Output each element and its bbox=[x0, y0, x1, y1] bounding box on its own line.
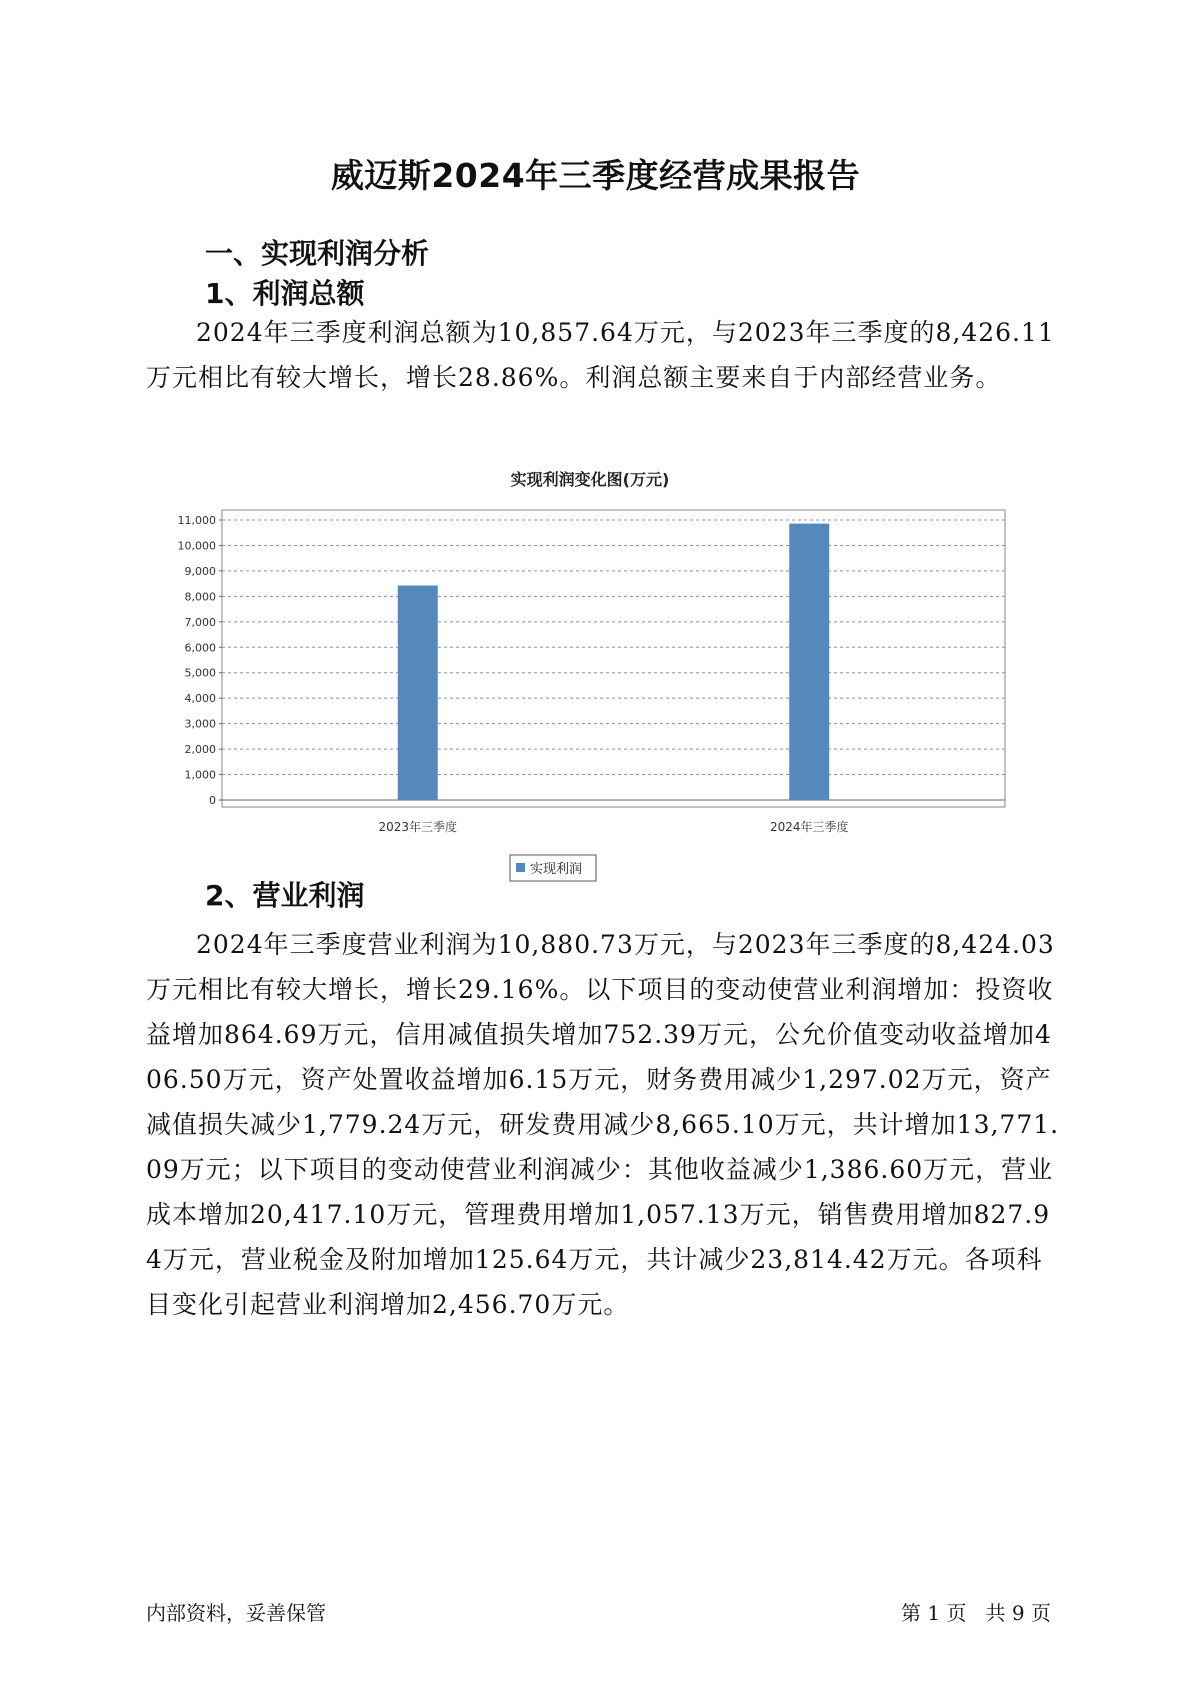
y-tick-label: 10,000 bbox=[177, 539, 216, 553]
x-tick-label: 2024年三季度 bbox=[769, 820, 849, 834]
y-tick-label: 11,000 bbox=[177, 514, 216, 527]
y-tick-label: 4,000 bbox=[184, 692, 216, 706]
y-tick-label: 5,000 bbox=[184, 666, 216, 680]
y-tick-label: 1,000 bbox=[184, 768, 216, 782]
plot-area bbox=[222, 510, 1005, 807]
y-tick-label: 8,000 bbox=[184, 590, 216, 604]
total-profit-paragraph: 2024年三季度利润总额为10,857.64万元，与2023年三季度的8,426.11万元相比有较大增长，增长28.86%。利润总额主要来自于内部经营业务。 bbox=[146, 318, 1055, 392]
x-axis-ticks bbox=[378, 819, 848, 834]
operating-profit-paragraph: 2024年三季度营业利润为10,880.73万元，与2023年三季度的8,424.03万元相比有较大增长，增长29.16%。以下项目的变动使营业利润增加：投资收益增加864.69万元，信用减值损失增加752.39万元，公允价值变动收益增加406.50万元，资产处置收益增加6.15万元，财务费用减少1,297.02万元，资产减值损失减少1,779.24万元，研发费用减少8,665.10万元，共计增加13,771.09万元；以下项目的变动使营业利润减少：其他收益减少1,386.60万元，营业成本增加20,417.10万元，管理费用增加1,057.13万元，销售费用增加827.94万元，营业税金及附加增加125.64万元，共计减少23,814.42万元。各项科目变化引起营业利润增加2,456.70万元。 bbox=[146, 930, 1060, 1319]
y-tick-label: 6,000 bbox=[184, 641, 216, 655]
y-axis-ticks bbox=[178, 514, 223, 807]
document-title: 威迈斯2024年三季度经营成果报告 bbox=[330, 156, 861, 195]
bar bbox=[789, 524, 829, 800]
y-tick-label: 7,000 bbox=[184, 615, 216, 629]
legend-label: 实现利润 bbox=[530, 862, 583, 877]
footer-page-number: 第 1 页 共 9 页 bbox=[901, 1601, 1051, 1625]
legend-swatch bbox=[516, 863, 525, 872]
y-tick-label: 0 bbox=[209, 794, 216, 807]
y-tick-label: 3,000 bbox=[184, 717, 216, 731]
subsection-heading-operating-profit: 2、营业利润 bbox=[205, 879, 365, 912]
y-tick-label: 9,000 bbox=[184, 564, 216, 578]
y-tick-label: 2,000 bbox=[184, 743, 216, 757]
profit-bar-chart bbox=[150, 455, 1030, 915]
subsection-heading-total-profit: 1、利润总额 bbox=[205, 277, 365, 310]
bar bbox=[398, 586, 438, 800]
footer-confidential-note: 内部资料，妥善保管 bbox=[146, 1601, 326, 1625]
legend bbox=[510, 855, 596, 881]
section-heading-profit-analysis: 一、实现利润分析 bbox=[205, 237, 430, 270]
profit-chart bbox=[150, 455, 1030, 915]
chart-title: 实现利润变化图(万元) bbox=[510, 470, 670, 489]
x-tick-label: 2023年三季度 bbox=[378, 820, 458, 834]
